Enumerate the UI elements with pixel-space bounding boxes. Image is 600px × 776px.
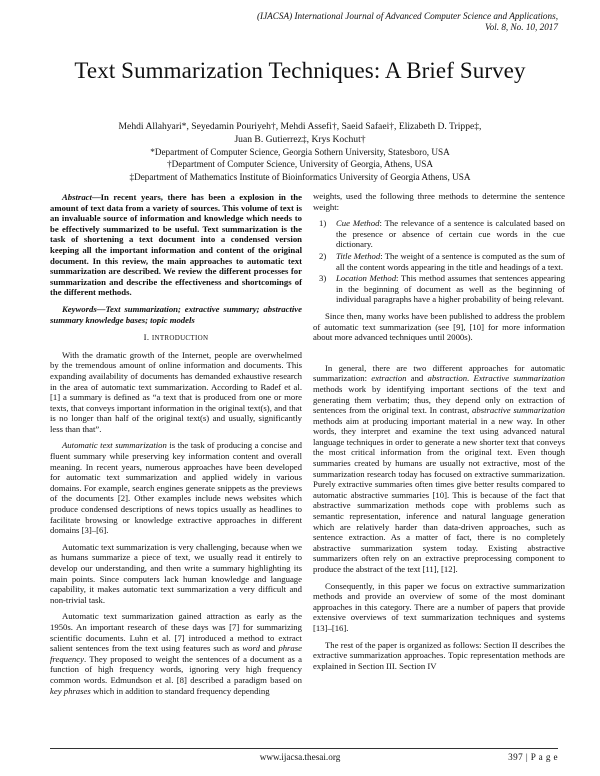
affiliation-3: ‡Department of Mathematics Institute of Bioinformatics University of Georgia Athens, USA — [129, 171, 471, 182]
p4-and: and — [259, 643, 279, 654]
paper-title: Text Summarization Techniques: A Brief Survey — [74, 58, 526, 83]
keywords-label: Keywords — [62, 303, 97, 314]
intro-paragraph-1: With the dramatic growth of the Internet, people are overwhelmed by the tremendous amount of online information and documents. This expanding availability of documents has demanded exhaustive research in the area of automatic text summarization. According to Radef et al. [1] a summary is defined as “a text that is produced from one or more texts, that conveys important information in the original text(s), and that is no longer than half of the original text(s) and usually, significantly less than that”. — [50, 349, 302, 434]
method-name: Title Method — [336, 250, 381, 261]
authors-line-1: Mehdi Allahyari*, Seyedamin Pouriyeh†, Mehdi Assefi†, Saeid Safaei†, Elizabeth D. Trippe‡, — [118, 121, 482, 132]
approaches-text-c: methods work by identifying important sections of the text and generating them verbatim; thus, they depend only on extraction of sentences from the original text. In contrast, — [313, 383, 565, 416]
p4-text-a: Automatic text summarization gained attraction as early as the 1950s. An important research of these days was [7] for summarizing scientific documents. Luhn et al. [7] introduced a method to extract salient sentences from the text using features such as — [50, 611, 302, 654]
method-number: 1) — [319, 218, 327, 229]
footer-url[interactable]: www.ijacsa.thesai.org — [259, 752, 341, 762]
methods-list — [313, 218, 565, 305]
paragraph-gap — [313, 349, 565, 363]
method-number: 2) — [319, 250, 327, 261]
term-word: word — [242, 643, 260, 654]
intro-paragraph-2 — [50, 440, 302, 535]
method-desc: : The weight of a sentence is computed as the sum of all the content words appearing in the title and headings of a text. — [336, 250, 565, 272]
author-list — [60, 120, 540, 146]
term-key-phrases: key phrases — [50, 685, 91, 696]
section-number: I. — [143, 332, 150, 343]
term-automatic-text-summarization: Automatic text summarization — [62, 440, 167, 451]
abstract-text: —In recent years, there has been a explosion in the amount of text data from a variety of sources. This volume of text is an invaluable source of information and knowledge which needs to be effectively summarized to be useful. Text summarization is the task of shortening a text document into a condensed version keeping all the important information and content of the original document. In this review, the main approaches to automatic text summarization are described. We review the different processes for summarization and describe the effectiveness and shortcomings of the different methods. — [50, 192, 302, 298]
intro-paragraph-2-text: is the task of producing a concise and fluent summary while preserving key information content and overall meaning. In recent years, numerous approaches have been developed for automatic text summarization and applied widely in various domains. For example, search engines generate snippets as the previews of the documents [2]. Other examples include news websites which produce condensed descriptions of news topics usually as headlines to facilitate browsing or knowledge extractive approaches in different domains [3]–[6]. — [50, 440, 302, 536]
term-abstraction: abstraction — [427, 373, 468, 384]
approaches-text-a: In general, there are two different approaches for automatic summarization: — [313, 362, 565, 384]
approaches-and: and — [406, 373, 428, 384]
since-paragraph: Since then, many works have been published to address the problem of automatic text summarization (see [9], [10] for more information about more advanced techniques until 2000s). — [313, 310, 565, 343]
method-item — [313, 251, 565, 272]
journal-name: (IJACSA) International Journal of Advanced Computer Science and Applications, — [256, 11, 558, 21]
keywords — [50, 304, 302, 325]
authors-line-2: Juan B. Gutierrez‡, Krys Kochut† — [234, 134, 366, 145]
page-number: 397 | P a g e — [508, 752, 558, 762]
section-title: INTRODUCTION — [151, 334, 209, 343]
journal-header — [138, 11, 558, 33]
method-item — [313, 273, 565, 305]
left-column — [50, 192, 302, 702]
affiliations — [60, 146, 540, 183]
term-extractive-summarization: Extractive summarization — [473, 373, 565, 384]
methods-intro: weights, used the following three methods to determine the sentence weight: — [313, 191, 565, 212]
affiliation-2: †Department of Computer Science, University of Georgia, Athens, USA — [167, 159, 433, 170]
section-heading-introduction — [50, 332, 302, 344]
term-abstractive-summarization: abstractive summarization — [472, 405, 565, 416]
journal-volume: Vol. 8, No. 10, 2017 — [485, 22, 558, 32]
consequently-paragraph: Consequently, in this paper we focus on extractive summarization methods and provide an overview of some of the most dominant approaches in this category. There are a number of papers that provide extensive overviews of text summarization techniques and systems [13]–[16]. — [313, 580, 565, 633]
intro-paragraph-4 — [50, 611, 302, 696]
keywords-text: —Text summarization; extractive summary; abstractive summary knowledge bases; topic models — [50, 303, 302, 325]
organization-paragraph: The rest of the paper is organized as follows: Section II describes the extractive summarization approaches. Topic representation methods are explained in Section III. Section IV — [313, 639, 565, 671]
footer-rule — [50, 748, 558, 749]
approaches-text-d: methods aim at producing important material in a new way. In other words, they interpret and examine the text using advanced natural language techniques in order to generate a new shorter text that conveys the most critical information from the original text. Even though summaries created by humans are usually not extractive, most of the summarization research today has focused on extractive summarization. Purely extractive summaries often times give better results compared to automatic abstractive summaries [10]. This is because of the fact that abstractive summarization methods cope with problems such as semantic representation, inference and natural language generation which are relatively harder than data-driven approaches, such as sentence extraction. As a matter of fact, there is no completely abstractive summarization system today. Existing abstractive summarizers often rely on an extractive preprocessing component to produce the abstract of the text [11], [12]. — [313, 415, 565, 574]
approaches-text-b: . — [467, 373, 474, 384]
method-name: Cue Method — [336, 218, 380, 229]
abstract-label: Abstract — [62, 192, 92, 202]
method-desc: : The relevance of a sentence is calculated based on the presence or absence of certain cue words in the cue dictionary. — [336, 218, 565, 250]
term-phrase-frequency: phrase frequency — [50, 643, 302, 664]
method-item — [313, 218, 565, 250]
method-name: Location Method — [336, 273, 397, 284]
abstract — [50, 192, 302, 298]
affiliation-1: *Department of Computer Science, Georgia Sothern University, Statesboro, USA — [150, 147, 450, 157]
method-number: 3) — [319, 273, 327, 284]
p4-text-c: which in addition to standard frequency depending — [90, 685, 270, 696]
term-extraction: extraction — [371, 373, 407, 384]
intro-paragraph-3: Automatic text summarization is very challenging, because when we as humans summarize a piece of text, we usually read it entirely to develop our understanding, and then write a summary highlighting its main points. Since computers lack human knowledge and language capability, it makes automatic text summarization a very difficult and non-trivial task. — [50, 541, 302, 605]
approaches-paragraph — [313, 363, 565, 575]
p4-text-b: . They proposed to weight the sentences of a document as a function of high frequency words, ignoring very high frequency common words. Edmundson et al. [8] described a paradigm based on — [50, 653, 302, 685]
method-desc: : This method assumes that sentences appearing in the beginning of document as well as the beginning of individual paragraphs have a higher probability of being relevant. — [336, 273, 565, 305]
right-column — [313, 191, 565, 677]
